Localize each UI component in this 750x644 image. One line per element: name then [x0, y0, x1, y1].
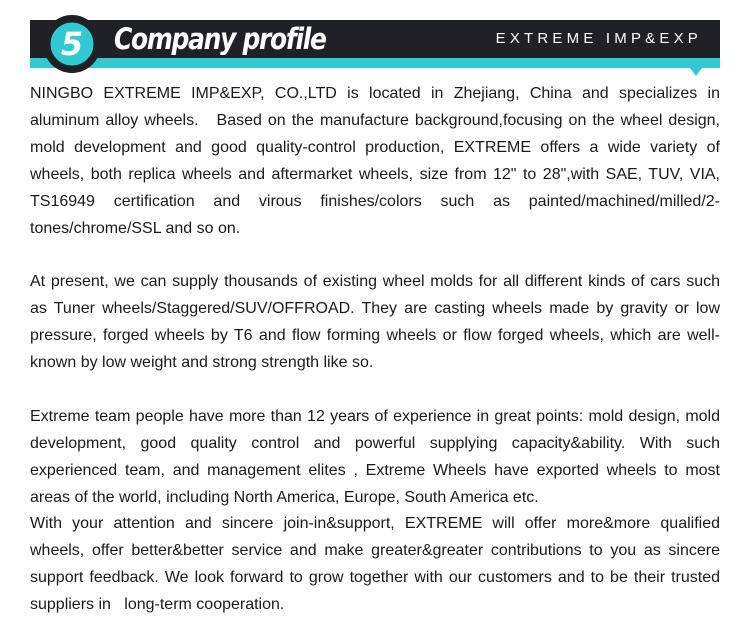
- banner-pointer-icon: [690, 68, 702, 76]
- section-header-banner: [30, 14, 720, 72]
- profile-text: [30, 81, 725, 619]
- paragraph-cooperation: With your attention and sincere join-in&support, EXTREME will offer more&more qualified wheels, offer better&better service and make greater&greater contributions to you as sincere support feedback. We look forward to grow together with our customers and to be their trusted suppliers in long-term cooperation.: [30, 515, 725, 614]
- company-name: EXTREME IMP&EXP: [495, 30, 702, 47]
- paragraph-intro: NINGBO EXTREME IMP&EXP, CO.,LTD is located in Zhejiang, China and specializes in aluminum alloy wheels. Based on the manufacture background,focusing on the wheel design, mold development and good quality-control production, EXTREME offers a wide variety of wheels, both replica wheels and aftermarket wheels, size from 12" to 28",with SAE, TUV, VIA, TS16949 certification and virous finishes/colors such as painted/machined/milled/2-tones/chrome/SSL and so on.: [30, 85, 725, 237]
- paragraph-molds: At present, we can supply thousands of existing wheel molds for all different kinds of cars such as Tuner wheels/Staggered/SUV/OFFROAD. They are casting wheels made by gravity or low pressure, forged wheels by T6 and flow forming wheels or flow forged wheels, which are well-known by low weight and strong strength like so.: [30, 273, 725, 372]
- banner-teal-stripe: [30, 58, 720, 68]
- section-title: Company profile: [114, 22, 326, 56]
- section-number: 5: [60, 25, 84, 63]
- paragraph-team: Extreme team people have more than 12 years of experience in great points: mold design, mold development, good quality control and powerful supplying capacity&ability. With such experienced team, and management elites , Extreme Wheels have exported wheels to most areas of the world, including North America, Europe, South America etc.: [30, 407, 725, 506]
- section-number-badge-icon: [42, 14, 102, 74]
